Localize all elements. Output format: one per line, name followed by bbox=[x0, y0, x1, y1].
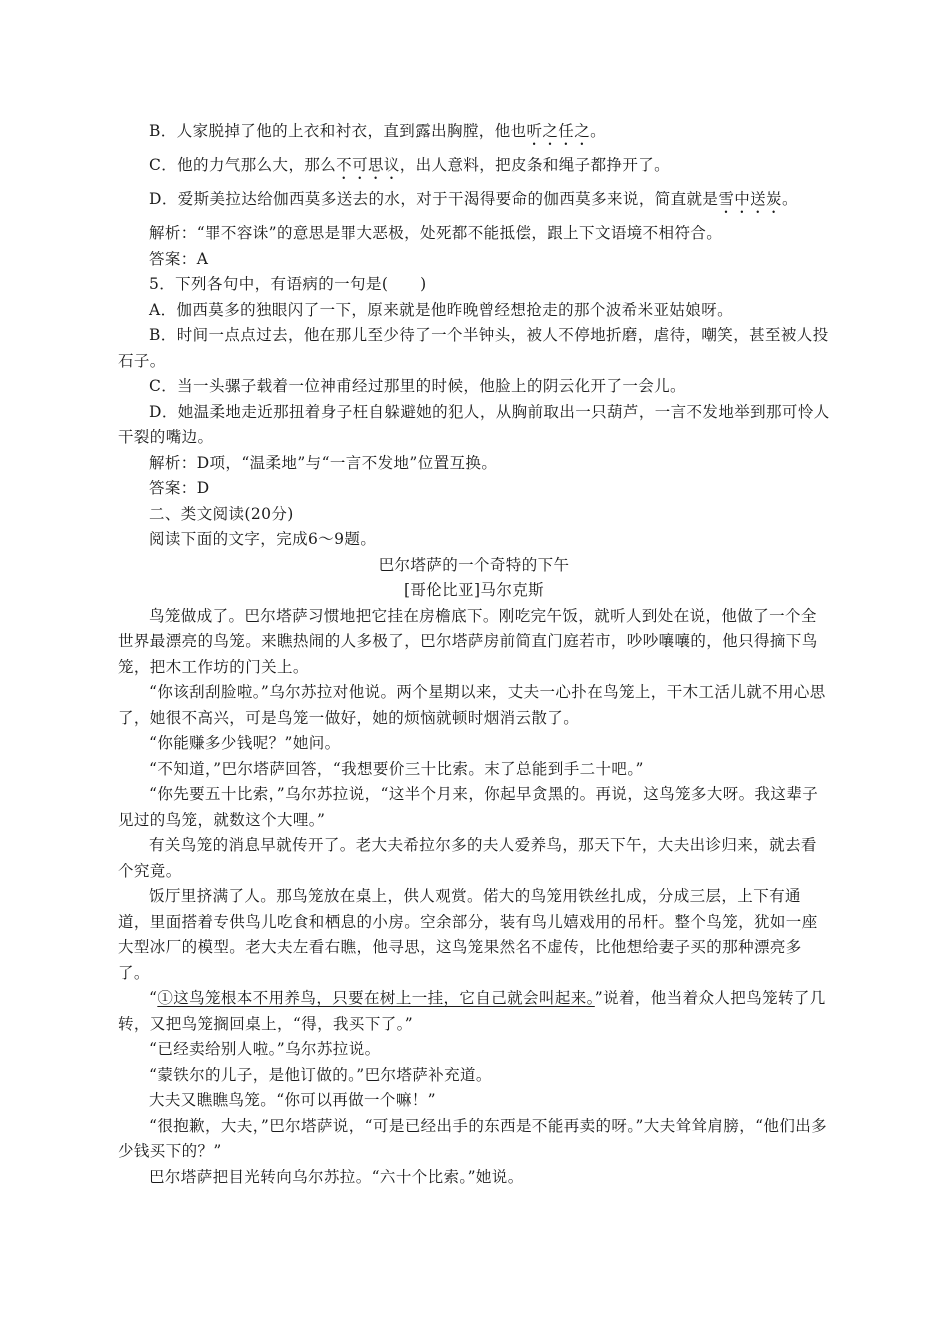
story-paragraph: “你该刮刮脸啦。”乌尔苏拉对他说。两个星期以来，丈夫一心扑在鸟笼上，干木工活儿就不用心思了，她很不高兴，可是鸟笼一做好，她的烦恼就顿时烟消云散了。 bbox=[118, 683, 826, 727]
underlined-sentence: ①这鸟笼根本不用养鸟，只要在树上一挂，它自己就会叫起来。 bbox=[157, 989, 595, 1007]
story-paragraph: “你能赚多少钱呢？”她问。 bbox=[149, 734, 341, 752]
story-paragraph: 饭厅里挤满了人。那鸟笼放在桌上，供人观赏。偌大的鸟笼用铁丝扎成，分成三层，上下有通道，里面搭着专供鸟儿吃食和栖息的小房。空余部分，装有鸟儿嬉戏用的吊杆。整个鸟笼，犹如一座大型冰厂的模型。老大夫左看右瞧，他寻思，这鸟笼果然名不虚传，比他想给妻子买的那种漂亮多了。 bbox=[118, 887, 818, 982]
document-body bbox=[118, 119, 830, 1190]
story-paragraph: 有关鸟笼的消息早就传开了。老大夫希拉尔多的夫人爱养鸟，那天下午，大夫出诊归来，就去看个究竟。 bbox=[118, 836, 817, 880]
section-heading: 二、类文阅读(20分) bbox=[149, 504, 294, 523]
emphasized-phrase: 雪中送炭 bbox=[718, 190, 782, 208]
q4-option-d: D．爱斯美拉达给伽西莫多送去的水，对于干渴得要命的伽西莫多来说，简直就是雪中送炭。 bbox=[149, 190, 798, 208]
q5-answer: 答案：D bbox=[149, 479, 210, 497]
story-paragraph: “很抱歉，大夫，”巴尔塔萨说，“可是已经出手的东西是不能再卖的呀。”大夫耸耸肩膀，“他们出多少钱买下的？” bbox=[118, 1116, 828, 1160]
q5-analysis: 解析：D项，“温柔地”与“一言不发地”位置互换。 bbox=[149, 453, 498, 472]
q4-option-c: C．他的力气那么大，那么不可思议，出人意料，把皮条和绳子都挣开了。 bbox=[149, 156, 671, 174]
emphasized-phrase: 听之任之 bbox=[526, 122, 591, 140]
q5-option-d: D．她温柔地走近那扭着身子枉自躲避她的犯人，从胸前取出一只葫芦，一言不发地举到那可怜人干裂的嘴边。 bbox=[118, 402, 830, 446]
story-paragraph: 鸟笼做成了。巴尔塔萨习惯地把它挂在房檐底下。刚吃完午饭，就听人到处在说，他做了一个全世界最漂亮的鸟笼。来瞧热闹的人多极了，巴尔塔萨房前简直门庭若市，吵吵嚷嚷的，他只得摘下鸟笼，把木工作坊的门关上。 bbox=[118, 606, 818, 676]
q5-option-a: A．伽西莫多的独眼闪了一下，原来就是他昨晚曾经想抢走的那个波希米亚姑娘呀。 bbox=[149, 300, 733, 319]
q4-option-b: B．人家脱掉了他的上衣和衬衣，直到露出胸膛，他也听之任之。 bbox=[149, 122, 607, 140]
story-author: [哥伦比亚]马尔克斯 bbox=[403, 581, 545, 599]
q5-stem: 5．下列各句中，有语病的一句是( ) bbox=[149, 275, 427, 293]
q4-answer: 答案：A bbox=[149, 249, 209, 268]
story-paragraph: 大夫又瞧瞧鸟笼。“你可以再做一个嘛！” bbox=[149, 1091, 436, 1109]
story-paragraph: “①这鸟笼根本不用养鸟，只要在树上一挂，它自己就会叫起来。”说着，他当着众人把鸟笼转了几转，又把鸟笼搁回桌上，“得，我买下了。” bbox=[118, 989, 826, 1033]
q5-option-c: C．当一头骡子载着一位神甫经过那里的时候，他脸上的阴云化开了一会儿。 bbox=[149, 377, 686, 395]
q4-analysis: 解析：“罪不容诛”的意思是罪大恶极，处死都不能抵偿，跟上下文语境不相符合。 bbox=[149, 224, 723, 242]
story-title: 巴尔塔萨的一个奇特的下午 bbox=[378, 555, 570, 574]
story-paragraph: “你先要五十比索，”乌尔苏拉说，“这半个月来，你起早贪黑的。再说，这鸟笼多大呀。我这辈子见过的鸟笼，就数这个大哩。” bbox=[118, 785, 819, 829]
emphasized-phrase: 不可思议 bbox=[336, 156, 400, 174]
story-paragraph: 巴尔塔萨把目光转向乌尔苏拉。“六十个比索。”她说。 bbox=[149, 1167, 524, 1186]
story-paragraph: “已经卖给别人啦。”乌尔苏拉说。 bbox=[149, 1040, 381, 1058]
q5-option-b: B．时间一点点过去，他在那儿至少待了一个半钟头，被人不停地折磨，虐待，嘲笑，甚至被人投石子。 bbox=[118, 326, 829, 370]
story-paragraph: “不知道，”巴尔塔萨回答，“我想要价三十比索。末了总能到手二十吧。” bbox=[149, 759, 644, 778]
story-paragraph: “蒙铁尔的儿子，是他订做的。”巴尔塔萨补充道。 bbox=[149, 1065, 492, 1084]
section-instruction: 阅读下面的文字，完成6～9题。 bbox=[149, 530, 377, 548]
